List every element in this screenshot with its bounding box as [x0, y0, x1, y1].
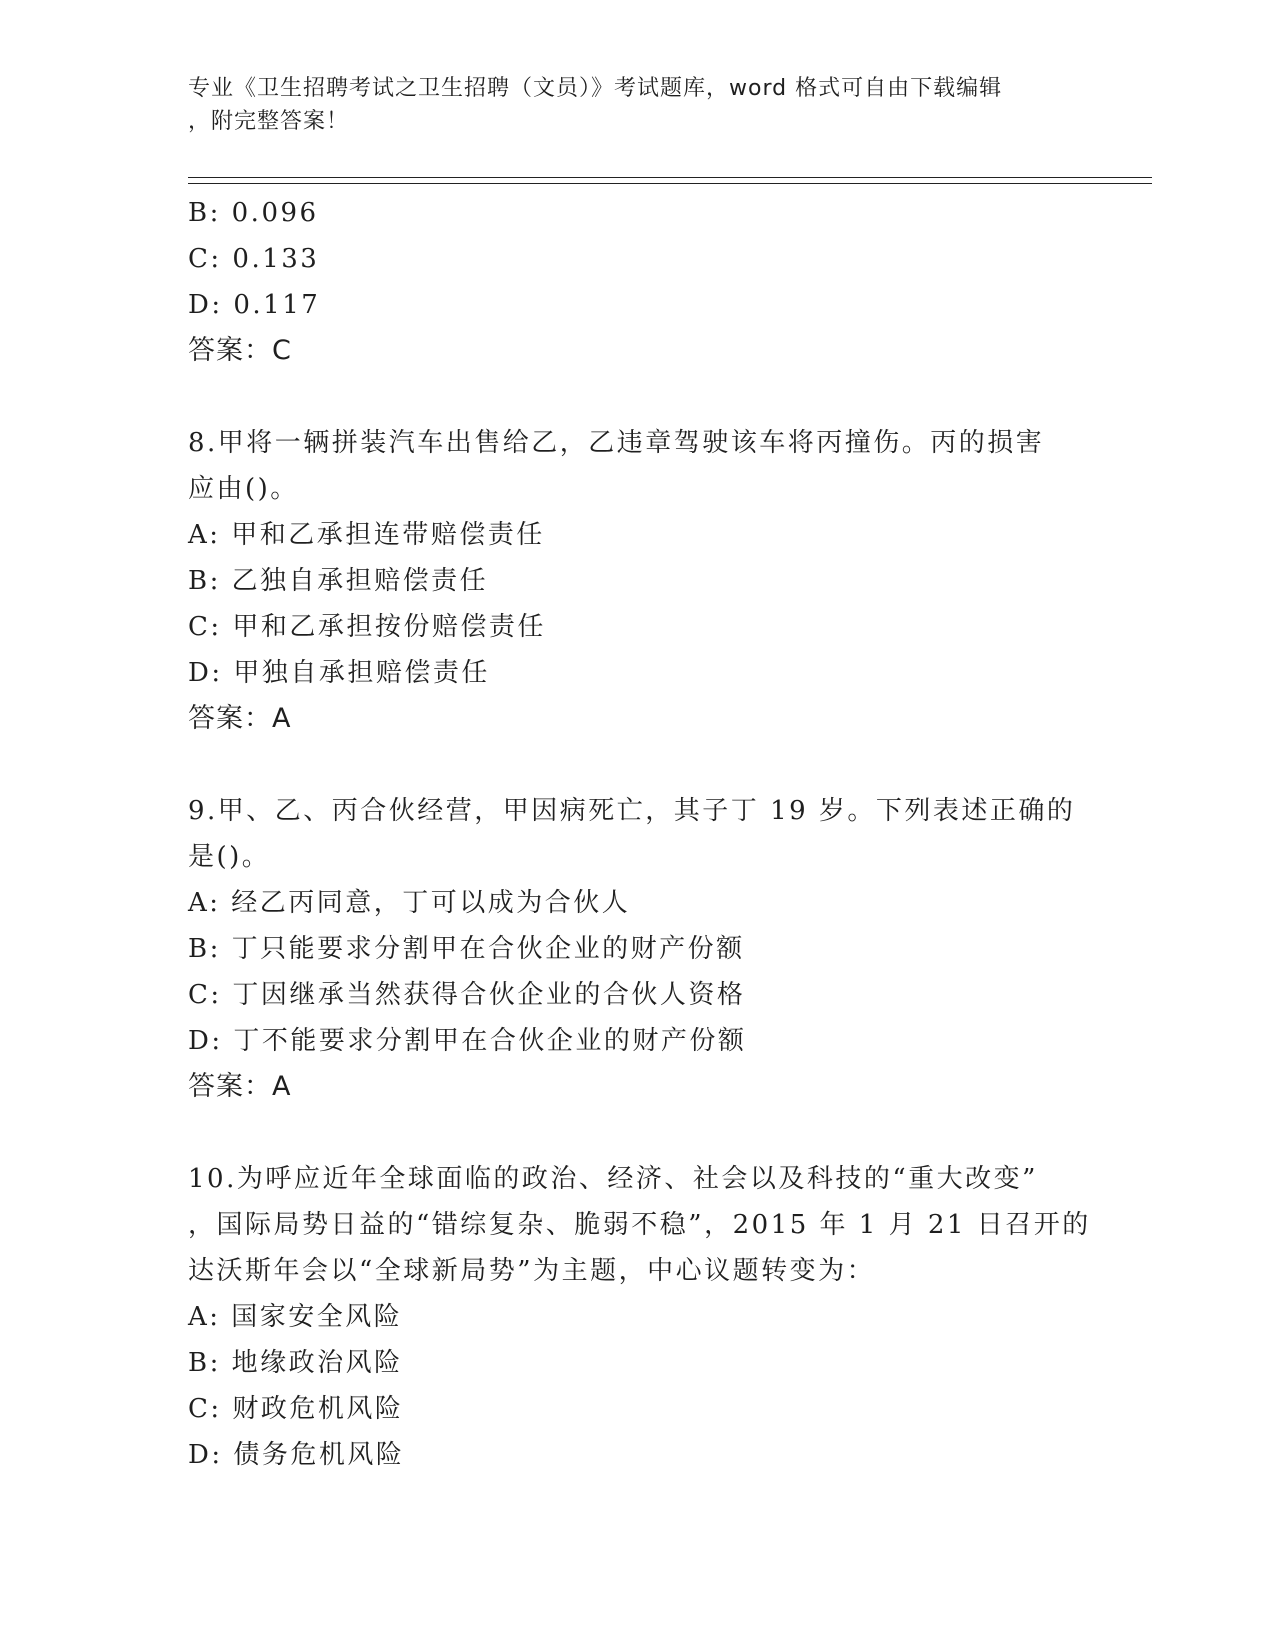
- question-8: [188, 420, 1088, 742]
- option-b: B: 地缘政治风险: [188, 1348, 403, 1378]
- header-rule-top: [188, 177, 1152, 178]
- question-7: [188, 190, 1088, 374]
- question-stem: 应由()。: [188, 474, 299, 504]
- answer-label: 答案：C: [188, 335, 292, 366]
- header-line-1: 专业《卫生招聘考试之卫生招聘（文员）》考试题库，word 格式可自由下载编辑: [188, 76, 1003, 101]
- option-c: C: 丁因继承当然获得合伙企业的合伙人资格: [188, 980, 746, 1010]
- option-a: A: 甲和乙承担连带赔偿责任: [188, 520, 545, 550]
- option-d: D: 丁不能要求分割甲在合伙企业的财产份额: [188, 1026, 747, 1056]
- question-10: [188, 1156, 1091, 1478]
- question-stem: 达沃斯年会以“全球新局势”为主题，中心议题转变为：: [188, 1256, 876, 1286]
- document-body: [188, 190, 1091, 1478]
- option-b: B: 0.096: [188, 198, 319, 228]
- document-header: [188, 72, 1068, 138]
- header-rule-bottom: [188, 183, 1152, 184]
- option-d: D: 0.117: [188, 290, 321, 320]
- option-a: A: 国家安全风险: [188, 1302, 403, 1332]
- question-stem: 是()。: [188, 842, 271, 872]
- option-b: B: 丁只能要求分割甲在合伙企业的财产份额: [188, 934, 745, 964]
- question-stem: 9.甲、乙、丙合伙经营，甲因病死亡，其子丁 19 岁。下列表述正确的: [188, 796, 1076, 826]
- option-d: D: 甲独自承担赔偿责任: [188, 658, 490, 688]
- answer-label: 答案：A: [188, 703, 292, 734]
- question-stem: ，国际局势日益的“错综复杂、脆弱不稳”，2015 年 1 月 21 日召开的: [188, 1210, 1091, 1240]
- question-stem: 10.为呼应近年全球面临的政治、经济、社会以及科技的“重大改变”: [188, 1164, 1038, 1194]
- option-c: C: 甲和乙承担按份赔偿责任: [188, 612, 546, 642]
- question-stem: 8.甲将一辆拼装汽车出售给乙，乙违章驾驶该车将丙撞伤。丙的损害: [188, 428, 1045, 458]
- answer-label: 答案：A: [188, 1071, 292, 1102]
- option-b: B: 乙独自承担赔偿责任: [188, 566, 489, 596]
- option-c: C: 0.133: [188, 244, 320, 274]
- option-d: D: 债务危机风险: [188, 1440, 405, 1470]
- question-9: [188, 788, 1088, 1110]
- option-a: A: 经乙丙同意，丁可以成为合伙人: [188, 888, 631, 918]
- option-c: C: 财政危机风险: [188, 1394, 404, 1424]
- header-line-2: ，附完整答案！: [188, 109, 350, 134]
